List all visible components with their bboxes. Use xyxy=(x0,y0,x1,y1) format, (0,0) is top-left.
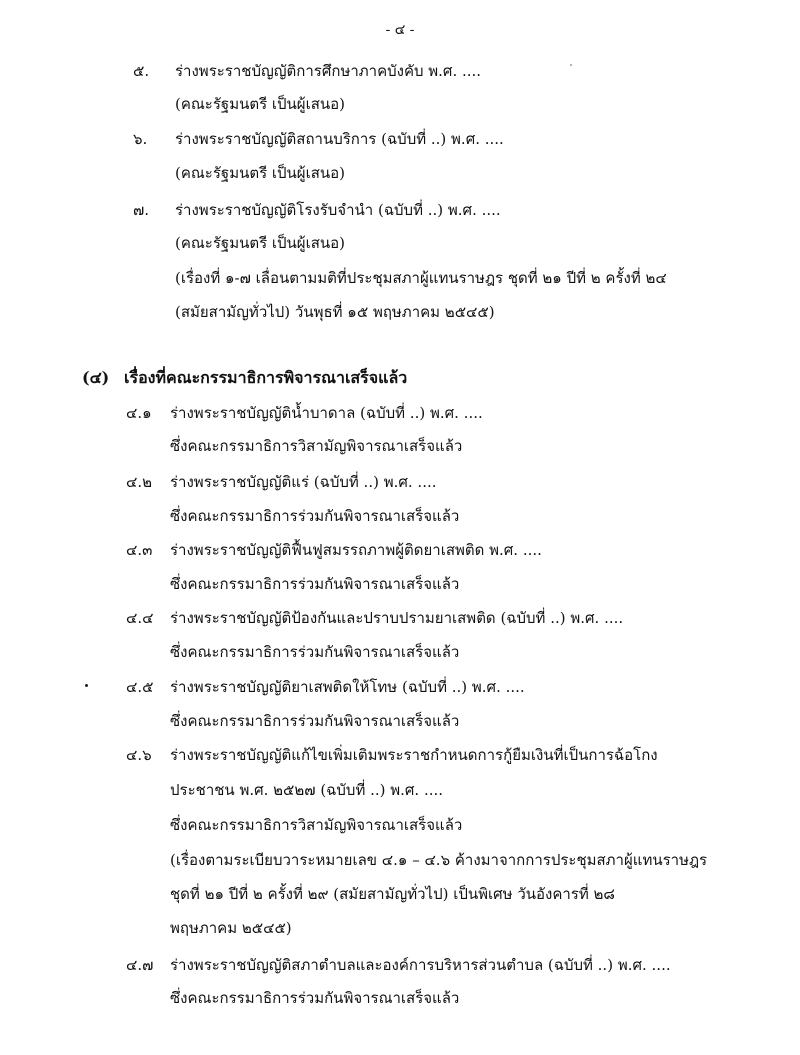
item-number: ๔.๓ xyxy=(126,541,153,559)
agenda-note-line-3: พฤษภาคม ๒๕๔๕) xyxy=(170,919,292,937)
item-number: ๖. xyxy=(133,130,148,148)
item-number: ๕. xyxy=(133,62,150,80)
item-title-line-2: ประชาชน พ.ศ. ๒๕๒๗ (ฉบับที่ ..) พ.ศ. .... xyxy=(170,781,444,799)
postpone-note-line: (สมัยสามัญทั่วไป) วันพุธที่ ๑๕ พฤษภาคม ๒๕๔๕) xyxy=(175,303,495,321)
page-number: - ๔ - xyxy=(385,22,415,38)
item-title-line-1: ร่างพระราชบัญญัติแก้ไขเพิ่มเติมพระราชกำหนดการกู้ยืมเงินที่เป็นการฉ้อโกง xyxy=(170,746,658,764)
item-number: ๗. xyxy=(133,201,150,219)
margin-dot xyxy=(85,684,88,687)
item-proposer: (คณะรัฐมนตรี เป็นผู้เสนอ) xyxy=(175,164,345,182)
item-proposer: (คณะรัฐมนตรี เป็นผู้เสนอ) xyxy=(175,95,345,113)
item-status: ซึ่งคณะกรรมาธิการวิสามัญพิจารณาเสร็จแล้ว xyxy=(170,437,463,455)
item-title: ร่างพระราชบัญญัติโรงรับจำนำ (ฉบับที่ ..) พ.ศ. .... xyxy=(175,201,501,219)
item-status: ซึ่งคณะกรรมาธิการร่วมกันพิจารณาเสร็จแล้ว xyxy=(170,507,460,525)
item-number: ๔.๔ xyxy=(126,609,154,627)
item-number: ๔.๖ xyxy=(126,746,152,764)
item-status: ซึ่งคณะกรรมาธิการร่วมกันพิจารณาเสร็จแล้ว xyxy=(170,989,460,1007)
scan-speck xyxy=(570,64,572,66)
item-status: ซึ่งคณะกรรมาธิการร่วมกันพิจารณาเสร็จแล้ว xyxy=(170,643,460,661)
item-number: ๔.๑ xyxy=(126,404,152,422)
item-title: ร่างพระราชบัญญัติการศึกษาภาคบังคับ พ.ศ. .... xyxy=(175,62,482,80)
agenda-note-line-2: ชุดที่ ๒๑ ปีที่ ๒ ครั้งที่ ๒๙ (สมัยสามัญทั่วไป) เป็นพิเศษ วันอังคารที่ ๒๘ xyxy=(170,885,615,903)
item-status: ซึ่งคณะกรรมาธิการร่วมกันพิจารณาเสร็จแล้ว xyxy=(170,712,460,730)
item-title: ร่างพระราชบัญญัติฟื้นฟูสมรรถภาพผู้ติดยาเสพติด พ.ศ. .... xyxy=(170,541,542,559)
item-title: ร่างพระราชบัญญัติน้ำบาดาล (ฉบับที่ ..) พ.ศ. .... xyxy=(170,404,483,422)
item-title: ร่างพระราชบัญญัติยาเสพติดให้โทษ (ฉบับที่ ..) พ.ศ. .... xyxy=(170,678,525,696)
item-title: ร่างพระราชบัญญัติแร่ (ฉบับที่ ..) พ.ศ. .... xyxy=(170,473,437,491)
item-proposer: (คณะรัฐมนตรี เป็นผู้เสนอ) xyxy=(175,234,345,252)
item-number: ๔.๗ xyxy=(126,956,154,974)
item-status: ซึ่งคณะกรรมาธิการร่วมกันพิจารณาเสร็จแล้ว xyxy=(170,575,460,593)
item-status: ซึ่งคณะกรรมาธิการวิสามัญพิจารณาเสร็จแล้ว xyxy=(170,816,463,834)
item-title: ร่างพระราชบัญญัติสถานบริการ (ฉบับที่ ..) พ.ศ. .... xyxy=(175,130,504,148)
agenda-note-line-1: (เรื่องตามระเบียบวาระหมายเลข ๔.๑ – ๔.๖ ค้างมาจากการประชุมสภาผู้แทนราษฎร xyxy=(170,851,708,869)
item-number: ๔.๕ xyxy=(126,678,154,696)
item-title: ร่างพระราชบัญญัติป้องกันและปราบปรามยาเสพติด (ฉบับที่ ..) พ.ศ. .... xyxy=(170,609,624,627)
section-number: (๔) xyxy=(82,368,110,387)
item-title: ร่างพระราชบัญญัติสภาตำบลและองค์การบริหารส่วนตำบล (ฉบับที่ ..) พ.ศ. .... xyxy=(170,956,671,974)
postpone-note-line: (เรื่องที่ ๑-๗ เลื่อนตามมติที่ประชุมสภาผู้แทนราษฎร ชุดที่ ๒๑ ปีที่ ๒ ครั้งที่ ๒๔ xyxy=(175,269,667,287)
item-number: ๔.๒ xyxy=(126,473,153,491)
section-title: เรื่องที่คณะกรรมาธิการพิจารณาเสร็จแล้ว xyxy=(124,368,408,387)
